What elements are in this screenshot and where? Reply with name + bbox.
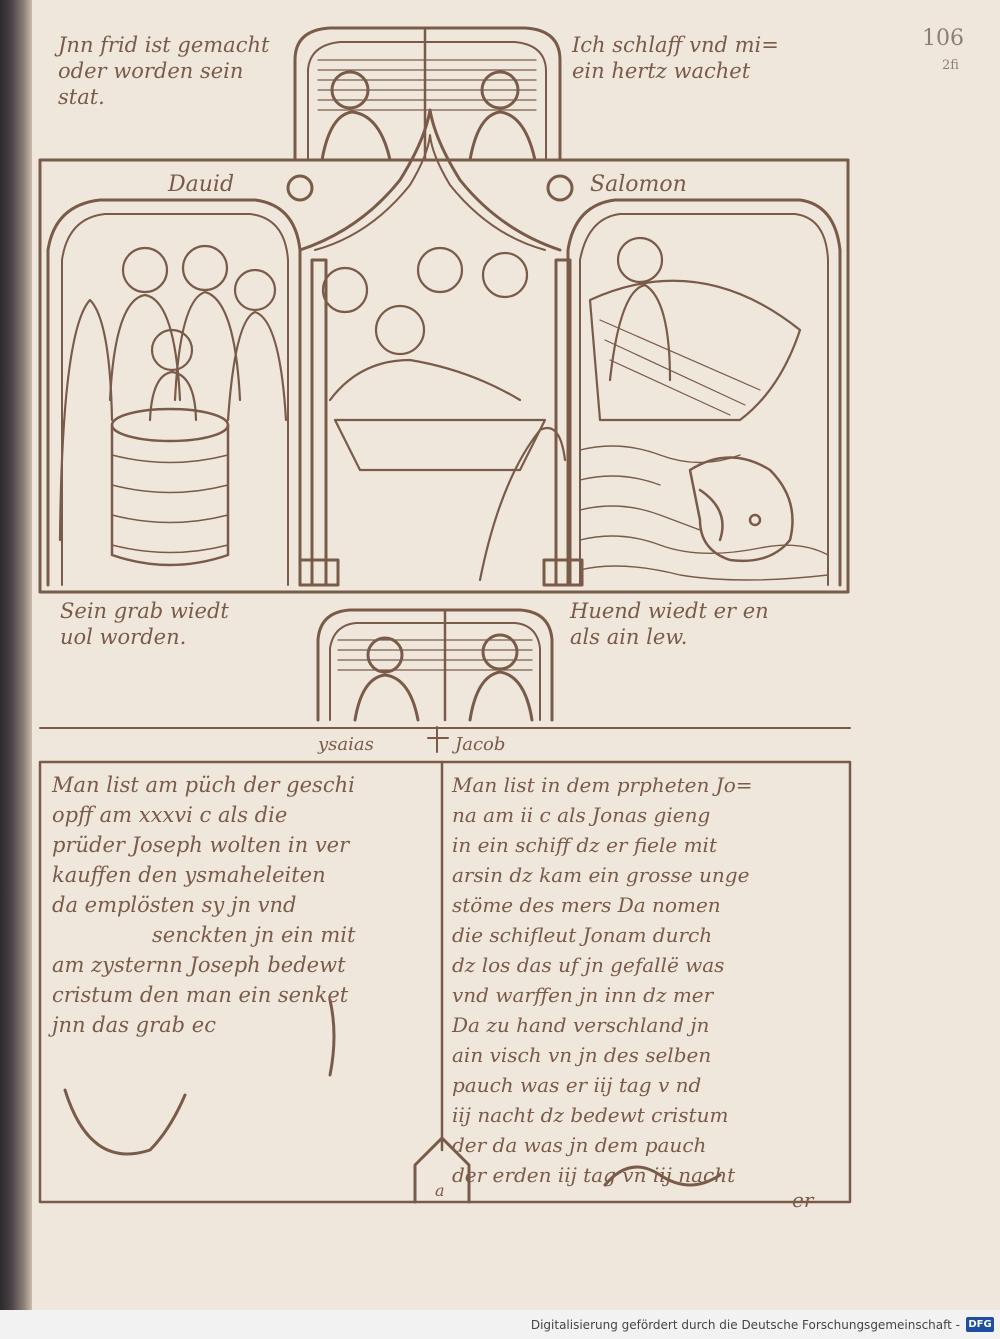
text-line: iij nacht dz bedewt cristum: [452, 1103, 729, 1127]
top-left-caption: Jnn frid ist gemacht oder worden sein stat.: [58, 33, 270, 109]
text-line: ain visch vn jn des selben: [452, 1043, 712, 1067]
bottom-left-caption: Sein grab wiedt uol worden.: [60, 599, 229, 649]
prophet-right: Jacob: [455, 734, 506, 755]
text-column-left: [52, 770, 355, 1040]
text-line: stöme des mers Da nomen: [452, 893, 721, 917]
text-line: die schifleut Jonam durch: [452, 923, 713, 947]
top-banner-frame: [295, 28, 560, 160]
medallion-right: [548, 176, 572, 200]
central-figures: [323, 248, 565, 580]
folio-subnumber: 2fi: [942, 58, 959, 73]
text-line: am zysternn Joseph bedewt: [52, 953, 346, 977]
ship: [590, 238, 800, 420]
david-label: Dauid: [168, 172, 235, 197]
text-line: na am ii c als Jonas gieng: [452, 803, 711, 827]
folio-number: 106: [922, 26, 964, 51]
waves: [580, 446, 828, 580]
text-line: opff am xxxvi c als die: [52, 803, 288, 827]
well: [112, 409, 228, 565]
text-line: er: [792, 1188, 814, 1212]
text-line: dz los das uf jn gefallë was: [452, 953, 725, 977]
flourish-left: [65, 1090, 185, 1154]
text-line: prüder Joseph wolten in ver: [52, 833, 350, 857]
text-line: arsin dz kam ein grosse unge: [452, 863, 750, 887]
bottom-banner-frame: [318, 610, 552, 720]
text-line: vnd warffen jn inn dz mer: [452, 983, 714, 1007]
bottom-right-caption: Huend wiedt er en als ain lew.: [570, 599, 769, 649]
top-right-caption: Ich schlaff vnd mi= ein hertz wachet: [572, 33, 779, 83]
central-gothic-arch: [300, 110, 560, 250]
text-line: da emplösten sy jn vnd: [52, 893, 297, 917]
text-line: der erden iij tag vn iij nacht: [452, 1163, 736, 1187]
footer-bar: [0, 1310, 1000, 1339]
left-figures: [60, 246, 286, 540]
text-line: Da zu hand verschland jn: [452, 1013, 710, 1037]
bottom-figure-left: [368, 638, 402, 672]
text-line: pauch was er iij tag v nd: [452, 1073, 702, 1097]
text-line: cristum den man ein senket: [52, 983, 349, 1007]
text-line: Man list am püch der geschi: [52, 773, 355, 797]
right-arch: [568, 200, 840, 585]
columns: [300, 260, 582, 585]
text-line: kauffen den ysmaheleiten: [52, 863, 326, 887]
left-arch: [48, 200, 300, 585]
top-banner-hatching: [318, 60, 536, 110]
salomon-label: Salomon: [590, 172, 687, 197]
text-line: senckten jn ein mit: [152, 923, 356, 947]
text-line: in ein schiff dz er fiele mit: [452, 833, 717, 857]
footer-credit: Digitalisierung gefördert durch die Deutsche Forschungsgemeinschaft -: [530, 1318, 960, 1332]
text-column-right: [452, 770, 813, 1210]
signature-mark: a: [435, 1181, 445, 1200]
text-line: jnn das grab ec: [52, 1013, 216, 1037]
medallion-left: [288, 176, 312, 200]
dfg-logo: DFG: [966, 1317, 994, 1332]
prophet-left: ysaias: [318, 734, 374, 755]
text-line: der da was jn dem pauch: [452, 1133, 707, 1157]
text-line: Man list in dem prpheten Jo=: [452, 773, 753, 797]
